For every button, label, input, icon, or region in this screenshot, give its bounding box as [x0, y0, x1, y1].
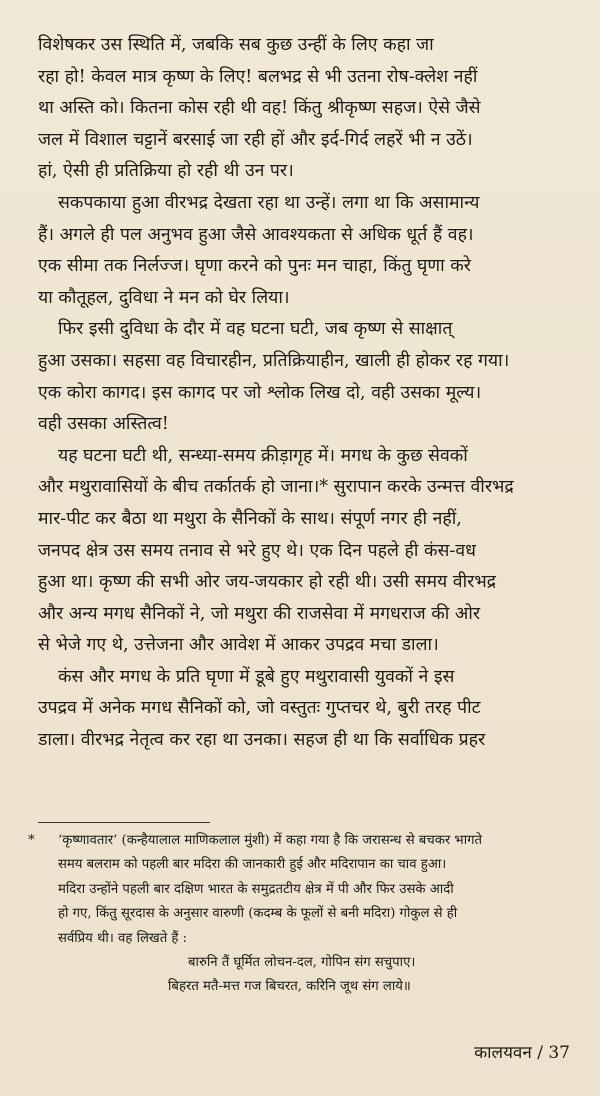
paragraph: [38, 314, 586, 440]
page-footer: [474, 1040, 570, 1063]
paragraph: [38, 30, 586, 188]
running-title: कालयवन: [474, 1043, 532, 1063]
text-line: रहा हो! केवल मात्र कृष्ण के लिए! बलभद्र से भी उतना रोष-क्लेश नहीं: [38, 66, 478, 87]
main-text: [38, 30, 586, 757]
text-line: और अन्य मगध सैनिकों ने, जो मथुरा की राजसेवा में मगधराज की ओर: [38, 603, 481, 624]
paragraph: [38, 662, 586, 757]
footnote-line: सर्वप्रिय थी। वह लिखते हैं :: [58, 930, 188, 946]
text-line: एक कोरा कागद। इस कागद पर जो श्लोक लिख दो, वही उसका मूल्य।: [38, 382, 482, 403]
footnote-line: समय बलराम को पहली बार मदिरा की जानकारी हुई और मदिरापान का चाव हुआ।: [58, 857, 447, 873]
text-line: उपद्रव में अनेक मगध सैनिकों को, जो वस्तुतः गुप्तचर थे, बुरी तरह पीट: [38, 698, 481, 719]
footnote-divider: [38, 822, 210, 823]
text-line: विशेषकर उस स्थिति में, जबकि सब कुछ उन्हीं के लिए कहा जा: [38, 35, 434, 55]
text-line: एक सीमा तक निर्लज्ज। घृणा करने को पुनः मन चाहा, किंतु घृणा करे: [38, 256, 471, 277]
text-line: फिर इसी दुविधा के दौर में वह घटना घटी, जब कृष्ण से साक्षात्: [58, 319, 453, 340]
paragraph: [38, 188, 586, 314]
footnote: [28, 829, 588, 1000]
text-line: जल में विशाल चट्टानें बरसाई जा रही हों और इर्द-गिर्द लहरें भी न उठें।: [38, 129, 473, 150]
text-line: यह घटना घटी थी, सन्ध्या-समय क्रीड़ागृह में। मगध के कुछ सेवकों: [58, 445, 468, 466]
page-number: 37: [548, 1043, 570, 1063]
text-line: हुआ उसका। सहसा वह विचारहीन, प्रतिक्रियाहीन, खाली ही होकर रह गया।: [38, 350, 510, 371]
text-line: या कौतूहल, दुविधा ने मन को घेर लिया।: [38, 287, 290, 308]
text-line: और मथुरावासियों के बीच तर्कातर्क हो जाना।* सुरापान करके उन्मत्त वीरभद्र: [38, 477, 514, 498]
text-line: हां, ऐसी ही प्रतिक्रिया हो रही थी उन पर।: [38, 161, 294, 182]
footnote-line: मदिरा उन्होंने पहली बार दक्षिण भारत के समुद्रतटीय क्षेत्र में पी और फिर उसके आदी: [58, 881, 454, 897]
text-line: था अस्ति को। कितना कोस रही थी वह! किंतु श्रीकृष्ण सहज। ऐसे जैसे: [38, 98, 481, 119]
text-line: हैं। अगले ही पल अनुभव हुआ जैसे आवश्यकता से अधिक धूर्त हैं वह।: [38, 224, 474, 245]
text-line: मार-पीट कर बैठा था मथुरा के सैनिकों के साथ। संपूर्ण नगर ही नहीं,: [38, 508, 462, 529]
text-line: कंस और मगध के प्रति घृणा में डूबे हुए मथुरावासी युवकों ने इस: [58, 666, 455, 687]
footnote-verse-line: बारुनि तैं घूर्मित लोचन-दल, गोपिन संग सचुपाए।: [188, 954, 416, 970]
footnote-verse-line: बिहरत मतै-मत्त गज बिचरत, करिनि जूथ संग लाये॥: [168, 979, 411, 995]
text-line: जनपद क्षेत्र उस समय तनाव से भरे हुए थे। एक दिन पहले ही कंस-वध: [38, 540, 476, 561]
footnote-line: [28, 829, 588, 853]
text-line: से भेजे गए थे, उत्तेजना और आवेश में आकर उपद्रव मचा डाला।: [38, 635, 439, 656]
footnote-marker: *: [28, 833, 35, 848]
text-line: हुआ था। कृष्ण की सभी ओर जय-जयकार हो रही थी। उसी समय वीरभद्र: [38, 572, 497, 593]
text-line: डाला। वीरभद्र नेतृत्व कर रहा था उनका। सहज ही था कि सर्वाधिक प्रहर: [38, 730, 486, 751]
paragraph: [38, 441, 586, 662]
footnote-line: हो गए, किंतु सूरदास के अनुसार वारुणी (कदम्ब के फूलों से बनी मदिरा) गोकुल से ही: [58, 906, 458, 922]
footer-separator: /: [537, 1043, 543, 1063]
footnote-text: ‘कृष्णावतार’ (कन्हैयालाल माणिकलाल मुंशी) में कहा गया है कि जरासन्ध से बचकर भागते: [58, 833, 483, 848]
text-line: सकपकाया हुआ वीरभद्र देखता रहा था उन्हें। लगा था कि असामान्य: [58, 192, 480, 213]
text-line: वही उसका अस्तित्व!: [38, 414, 169, 435]
